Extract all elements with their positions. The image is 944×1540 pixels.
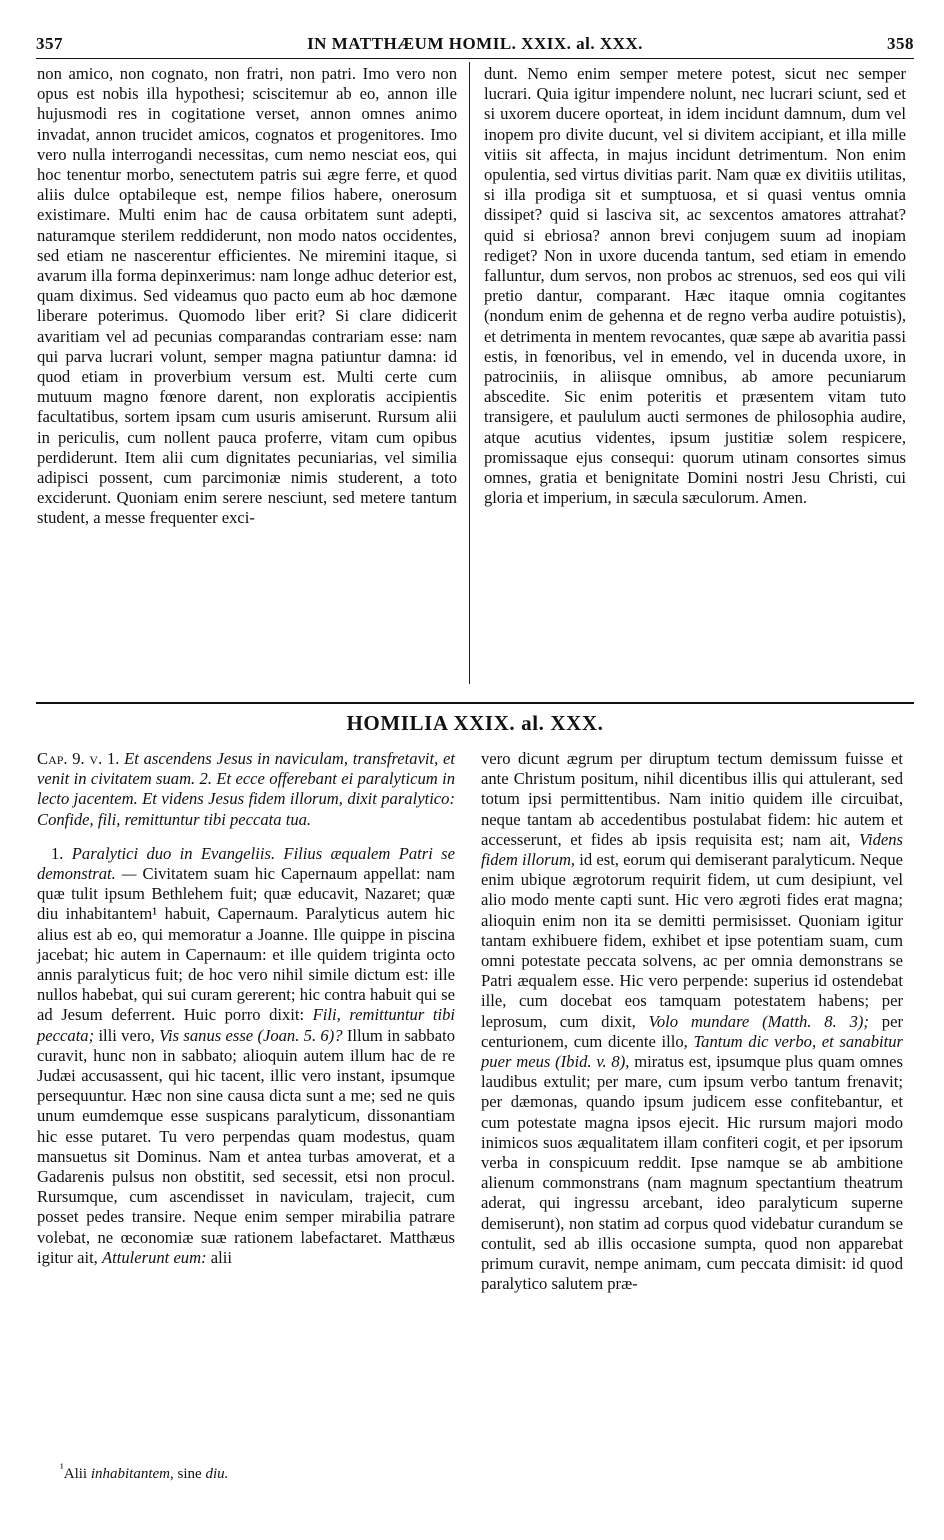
column-lower-left — [37, 749, 455, 1268]
footnote-emphasis: diu. — [205, 1466, 229, 1482]
text-run: illi vero, — [98, 1025, 155, 1045]
quotation: Volo mundare (Matth. 8. 3); — [648, 1011, 869, 1031]
paragraph — [481, 749, 903, 1294]
footnote-text: Alii — [63, 1466, 88, 1482]
body-text: dunt. Nemo enim semper metere potest, sicut nec semper lucrari. Quia igitur impendere nolunt, nec lucrari sciunt, sed et si uxorem ducere oporteat, in idem incidunt damnum, dum vel inopem pro divite ducunt, vel si divitem accipiant, et illa mille vitiis sit affecta, in majus incidunt detrimentum. Non enim opulentia, sed virtus divitias parit. Nam quæ ex divitiis utilitas, si illa prodiga sit et sumptuosa, et si quasi ventus omnia dissipet? quid si lasciva sit, ac sexcentos amatores attrahat? quid si ebriosa? annon brevi conjugem suum ad inopiam rediget? Non in uxore ducenda tantum, sed etiam in emendo falluntur, dum servos, non probos ac strenuos, sed eos qui vili pretio dantur, comparant. Hæc itaque omnia cogitantes (nondum enim de gehenna et de regno verba audire potuistis), et detrimenta in mentem revocantes, quæ sæpe ab avaritia passi estis, in fœnoribus, vel in emendo, vel in ducenda uxore, in patrociniis, in aliisque omnibus, ab amore pecuniarum abscedite. Sic enim poteritis et præsentem vitam tuto transigere, et paululum aucti sermones de philosophia audire, atque acutius videntes, ipsum justitiæ solem respicere, promissaque ejus consequi: quorum utinam consortes simus omnes, gratia et benignitate Domini nostri Jesu Christi, cui gloria et imperium, in sæcula sæculorum. Amen. — [484, 64, 906, 508]
footnote — [60, 1461, 228, 1483]
text-run: miratus est, ipsumque plus quam omnes laudibus extulit; per mare, cum ipsum verbo tantum frenavit; per dæmonas, quando ipsum judicem esse confitebantur, et cum potestate magna ipsos ejecit. Hic rursum majori modo inimicos suos æqualitatem illam confiteri cogit, et per ipsorum verba in conspicuum reddit. Ipse namque se ab ambitione alienum commonstrans (nam magnum spectantium theatrum aderat, qui ingressu arcebant, ideo paralyticum superne demiserunt), non statim ad corpus quod videbatur curandum se contulit, sed ab illis occasione sumpta, quod non apparebat primum curavit, nempe animam, cum peccata dimisit: id quod paralytico salutem præ- — [481, 1052, 903, 1294]
footnote-mark: ¹ — [60, 1461, 64, 1475]
paragraph-number: 1. — [51, 843, 64, 863]
text-run: id est, eorum qui demiserant paralyticum. Neque enim ubique ægrotorum requirit fidem, ut cum desipiunt, vel alio modo mente capti sunt. Hic vero ægroti fides erat magna; alioquin enim non ita se demitti permisisset. Quoniam igitur tantam exhibuere fidem, exhibet et ipse potentiam suam, cum omni potestate peccata solvens, ac per omnia demonstrans se Patri æqualem esse. Hic vero perpende: superius id ostendebat ille, cum docebat eos tamquam potestatem habens; per leprosum, cum dixit, — [481, 850, 904, 1031]
text-run: alii — [210, 1247, 232, 1267]
quotation: Fili, remittuntur tibi peccata; — [37, 1005, 455, 1045]
column-divider — [469, 62, 470, 684]
summary-text: Et ascendens Jesus in naviculam, transfretavit, et venit in civitatem suam. 2. Et ecce offerebant ei paralyticum in lecto jacentem. Et videns Jesus fidem illorum, dixit paralytico: Confide, fili, remittuntur tibi peccata tua. — [37, 749, 455, 829]
page-number-right: 358 — [887, 34, 914, 53]
page-number-left: 357 — [36, 34, 63, 53]
column-upper-left — [37, 64, 457, 529]
chapter-reference: Cap. 9. v. 1. — [37, 749, 120, 768]
quotation: Vis sanus esse (Joan. 5. 6)? — [159, 1025, 343, 1045]
column-lower-right — [481, 749, 903, 1294]
footnote-emphasis: inhabitantem, — [90, 1466, 174, 1482]
text-run: vero dicunt ægrum per diruptum tectum demissum fuisse et ante Christum positum, nihil dicentibus illis qui attulerant, sed totum ipsi permittentibus. Nam initio quidem ille circuibat, neque tantam ab accedentibus postulabat fidem: hic autem et accesserunt, et fides ab ipsis requisita est; nam ait, — [481, 749, 903, 849]
paragraph-heading: Paralytici duo in Evangeliis. Filius æqualem Patri se demonstrat. — — [37, 843, 455, 884]
running-title: IN MATTHÆUM HOMIL. XXIX. al. XXX. — [307, 34, 643, 53]
header-rule — [36, 58, 914, 59]
section-rule — [36, 702, 914, 704]
text-run: per centurionem, cum dicente illo, — [481, 1011, 903, 1051]
chapter-summary — [37, 749, 455, 830]
paragraph — [37, 844, 455, 1268]
quotation: Attulerunt eum: — [102, 1247, 207, 1267]
body-text: non amico, non cognato, non fratri, non patri. Imo vero non opus est nobis illa hypothesi; sciscitemur ab eo, annon ille hujusmodi res in cogitatione verset, annon omnes animo invadat, annon trucidet amicos, cognatos et progenitores. Imo vero nulla interrogandi necessitas, cum nemo nesciat eos, qui hoc tenentur morbo, senectutem patris sui ægre ferre, et quod aliis dulce optabileque est, nempe filios habere, onerosum existimare. Multi enim hac de causa orbitatem sunt adepti, naturamque sterilem reddiderunt, non modo natos occidentes, sed etiam ne nascerentur efficientes. Ne miremini itaque, si avarum illa forma depinxerimus: nam longe adhuc deterior est, quam diximus. Sed videamus quo pacto eum ab hoc dæmone liberare poterimus. Quomodo liber erit? Si clare didicerit avaritiam vel ad pecunias comparandas contrariam esse: nam qui parva lucrari volunt, semper magna patiuntur damna: id quod etiam in proverbium versum est. Multi certe cum mutuum magno fœnore darent, non exploratis accipientis facultatibus, sortem ipsam cum usuris amiserunt. Rursum alii in periculis, cum nollent pauca proferre, vitam cum opibus perdiderunt. Item alii cum dignitates pecuniarias, vel similia adipisci possent, cum parcimoniæ nimis studerent, a toto exciderunt. Quoniam enim serere nesciunt, sed metere tantum student, a messe frequenter exci- — [37, 64, 457, 528]
text-run: Civitatem suam hic Capernaum appellat: nam quæ tulit ipsum Bethlehem fuit; quæ educavit, Nazaret; quæ diu inhabitantem¹ habuit, Capernaum. Paralyticus autem hic alius est ab eo, qui memoratur a Joanne. Ille quippe in piscina jacebat; hic autem in Capernaum: et ille quidem triginta octo annis paralyticus fuit; de hoc vero nihil simile dictum est: ille nullos habebat, qui sui curam gererent; hic contra habuit qui se ad Jesum deferrent. Huic porro dixit: — [37, 864, 456, 1025]
column-upper-right — [484, 64, 906, 508]
quotation: Videns fidem illorum, — [481, 829, 903, 870]
footnote-text: sine — [177, 1466, 202, 1482]
text-run: Illum in sabbato curavit, hunc non in sabbato; alioquin autem illum hac de re Judæi accusassent, qui hic tacent, illic vero instant, ipsumque persequuntur. Hæc non sine causa dicta sunt a me; sed ne quis unum eumdemque esse suspicans paralyticum, dissonantiam hic esse putaret. Tu vero perpendas quam modestus, quam mansuetus sit Dominus. Nam et antea turbas amoverat, et a Gadarenis pulsus non obstitit, sed secessit, etsi non procul. Rursumque, cum ascendisset in naviculam, trajecit, cum posset pedes transire. Neque enim semper mirabilia patrare volebat, ne œconomiæ suæ rationem labefactaret. Matthæus igitur ait, — [37, 1025, 456, 1267]
quotation: Tantum dic verbo, et sanabitur puer meus (Ibid. v. 8), — [481, 1031, 903, 1072]
running-header — [36, 34, 914, 58]
homily-title: HOMILIA XXIX. al. XXX. — [346, 711, 604, 735]
